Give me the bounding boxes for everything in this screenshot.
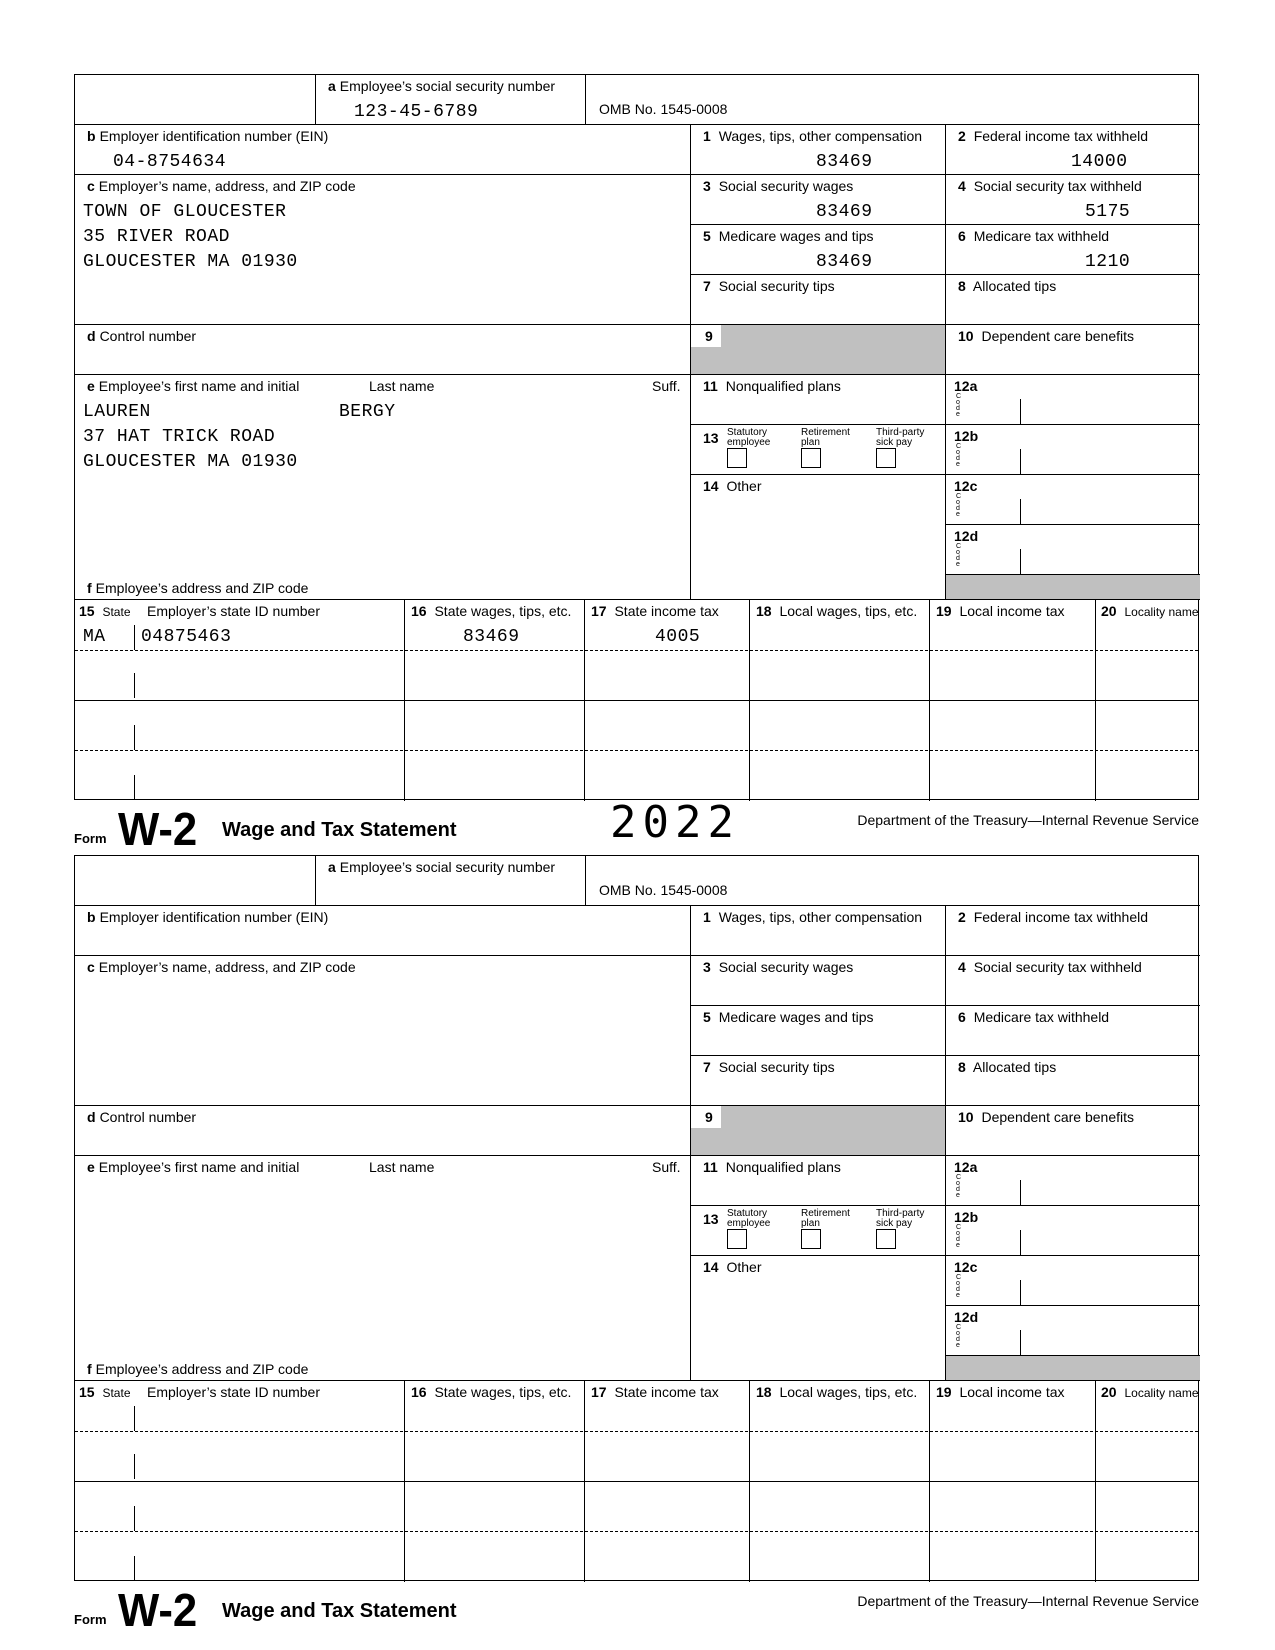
box-18-local-wages[interactable]: 18 Local wages, tips, etc. <box>750 1381 930 1582</box>
w2-form-copy-1 <box>74 74 1199 800</box>
employee-first-name: LAUREN <box>83 402 151 422</box>
box16-value: 83469 <box>463 627 520 647</box>
box-19-local-tax[interactable]: 19 Local income tax <box>930 1381 1096 1582</box>
box-1-wages[interactable]: 1 Wages, tips, other compensation <box>691 906 946 956</box>
form-name: W-2 <box>118 803 198 855</box>
box-15-state[interactable]: 15 State Employer’s state ID number MA 04875463 <box>75 600 405 801</box>
box-12-shaded <box>946 1356 1200 1381</box>
box-e-f-employee[interactable]: e Employee’s first name and initial Last name Suff. f Employee’s address and ZIP code <box>75 1156 691 1381</box>
box2-value: 14000 <box>1071 152 1128 172</box>
box-d-control[interactable]: d Control number <box>75 1106 691 1156</box>
box-19-local-tax[interactable]: 19 Local income tax <box>930 600 1096 801</box>
box1-value: 83469 <box>816 152 873 172</box>
box-1-wages[interactable]: 1 Wages, tips, other compensation 83469 <box>691 125 946 175</box>
box-15-state[interactable]: 15 State Employer’s state ID number <box>75 1381 405 1582</box>
form-footer-2: Form W-2 Wage and Tax Statement Department of the Treasury—Internal Revenue Service <box>74 1584 1199 1636</box>
box-5-medicare-wages[interactable]: 5 Medicare wages and tips <box>691 1006 946 1056</box>
box-16-state-wages[interactable]: 16 State wages, tips, etc. 83469 <box>405 600 585 801</box>
w2-form-copy-2 <box>74 855 1199 1581</box>
box-20-locality[interactable]: 20 Locality name <box>1101 1384 1199 1400</box>
box-20-locality[interactable]: 20 Locality name <box>1101 603 1199 619</box>
box-b-ein[interactable]: b Employer identification number (EIN) <box>75 906 691 956</box>
ein-value: 04-8754634 <box>113 152 227 172</box>
box-12d[interactable]: 12d C o d e <box>946 1306 1200 1356</box>
box-8-allocated-tips[interactable]: 8 Allocated tips <box>946 275 1200 325</box>
state-id-value: 04875463 <box>141 627 232 647</box>
box-11-nonqualified[interactable]: 11 Nonqualified plans <box>691 375 946 425</box>
box-4-ss-tax[interactable]: 4 Social security tax withheld <box>946 956 1200 1006</box>
box6-value: 1210 <box>1085 252 1131 272</box>
box-2-federal-tax[interactable]: 2 Federal income tax withheld 14000 <box>946 125 1200 175</box>
box17-value: 4005 <box>655 627 701 647</box>
employee-last-name: BERGY <box>339 402 396 422</box>
box-12a[interactable]: 12a C o d e <box>946 1156 1200 1206</box>
box-4-ss-tax[interactable]: 4 Social security tax withheld 5175 <box>946 175 1200 225</box>
box-12c[interactable]: 12c C o d e <box>946 1256 1200 1306</box>
employee-line2: 37 HAT TRICK ROAD <box>83 427 276 447</box>
box-c-employer[interactable]: c Employer’s name, address, and ZIP code TOWN OF GLOUCESTER 35 RIVER ROAD GLOUCESTER MA 01930 <box>75 175 691 325</box>
box-14-other[interactable]: 14 Other <box>691 475 946 600</box>
box-d-control[interactable]: d Control number <box>75 325 691 375</box>
box-blank-top-left <box>75 856 316 906</box>
box-12d[interactable]: 12d C o d e <box>946 525 1200 575</box>
box-b-ein[interactable]: b Employer identification number (EIN) 04-8754634 <box>75 125 691 175</box>
box-18-local-wages[interactable]: 18 Local wages, tips, etc. <box>750 600 930 801</box>
box5-value: 83469 <box>816 252 873 272</box>
box-c-employer[interactable]: c Employer’s name, address, and ZIP code <box>75 956 691 1106</box>
box-2-federal-tax[interactable]: 2 Federal income tax withheld <box>946 906 1200 956</box>
box-6-medicare-tax[interactable]: 6 Medicare tax withheld 1210 <box>946 225 1200 275</box>
retirement-checkbox[interactable] <box>801 448 821 468</box>
box-13: 13 Statutory employee Retirement plan Third-party sick pay <box>691 1206 946 1256</box>
box-omb: OMB No. 1545-0008 <box>586 75 1200 125</box>
box-14-other[interactable]: 14 Other <box>691 1256 946 1381</box>
box-3-ss-wages[interactable]: 3 Social security wages <box>691 956 946 1006</box>
employer-line3: GLOUCESTER MA 01930 <box>83 252 298 272</box>
employee-line3: GLOUCESTER MA 01930 <box>83 452 298 472</box>
box-12c[interactable]: 12c C o d e <box>946 475 1200 525</box>
box-13: 13 Statutory employee Retirement plan Third-party sick pay <box>691 425 946 475</box>
box-a-ssn[interactable]: a Employee’s social security number <box>316 856 586 906</box>
box-17-state-tax[interactable]: 17 State income tax <box>585 1381 750 1582</box>
box4-value: 5175 <box>1085 202 1131 222</box>
department: Department of the Treasury—Internal Revenue Service <box>857 1593 1199 1609</box>
statutory-checkbox[interactable] <box>727 448 747 468</box>
state-value: MA <box>83 627 106 647</box>
box-12b[interactable]: 12b C o d e <box>946 425 1200 475</box>
department: Department of the Treasury—Internal Revenue Service <box>857 812 1199 828</box>
box-7-ss-tips[interactable]: 7 Social security tips <box>691 1056 946 1106</box>
box-17-state-tax[interactable]: 17 State income tax 4005 <box>585 600 750 801</box>
statutory-checkbox[interactable] <box>727 1229 747 1249</box>
box-16-state-wages[interactable]: 16 State wages, tips, etc. <box>405 1381 585 1582</box>
box-12b[interactable]: 12b C o d e <box>946 1206 1200 1256</box>
box3-value: 83469 <box>816 202 873 222</box>
box-blank-top-left <box>75 75 316 125</box>
box-6-medicare-tax[interactable]: 6 Medicare tax withheld <box>946 1006 1200 1056</box>
employer-line2: 35 RIVER ROAD <box>83 227 230 247</box>
box-7-ss-tips[interactable]: 7 Social security tips <box>691 275 946 325</box>
box-a-ssn[interactable]: a Employee’s social security number 123-45-6789 <box>316 75 586 125</box>
box-10-dependent-care[interactable]: 10 Dependent care benefits <box>946 1106 1200 1156</box>
box-3-ss-wages[interactable]: 3 Social security wages 83469 <box>691 175 946 225</box>
form-name: W-2 <box>118 1584 198 1636</box>
box-9: 9 <box>691 1106 946 1156</box>
box-e-f-employee[interactable]: e Employee’s first name and initial Last name Suff. LAUREN BERGY 37 HAT TRICK ROAD GLOUCESTER MA 01930 f Employee’s address and ZIP code <box>75 375 691 600</box>
form-footer-1: Form W-2 Wage and Tax Statement 2022 Department of the Treasury—Internal Revenue Service <box>74 797 1199 855</box>
tax-year: 2022 <box>610 797 740 848</box>
box-9: 9 <box>691 325 946 375</box>
box-5-medicare-wages[interactable]: 5 Medicare wages and tips 83469 <box>691 225 946 275</box>
box-12a[interactable]: 12a C o d e <box>946 375 1200 425</box>
retirement-checkbox[interactable] <box>801 1229 821 1249</box>
box-12-shaded <box>946 575 1200 600</box>
box-11-nonqualified[interactable]: 11 Nonqualified plans <box>691 1156 946 1206</box>
employer-line1: TOWN OF GLOUCESTER <box>83 202 287 222</box>
thirdparty-checkbox[interactable] <box>876 448 896 468</box>
box-omb: OMB No. 1545-0008 <box>586 856 1200 906</box>
ssn-value: 123-45-6789 <box>354 102 479 122</box>
form-title: Wage and Tax Statement <box>222 1600 457 1622</box>
form-title: Wage and Tax Statement <box>222 819 457 841</box>
box-10-dependent-care[interactable]: 10 Dependent care benefits <box>946 325 1200 375</box>
box-8-allocated-tips[interactable]: 8 Allocated tips <box>946 1056 1200 1106</box>
thirdparty-checkbox[interactable] <box>876 1229 896 1249</box>
